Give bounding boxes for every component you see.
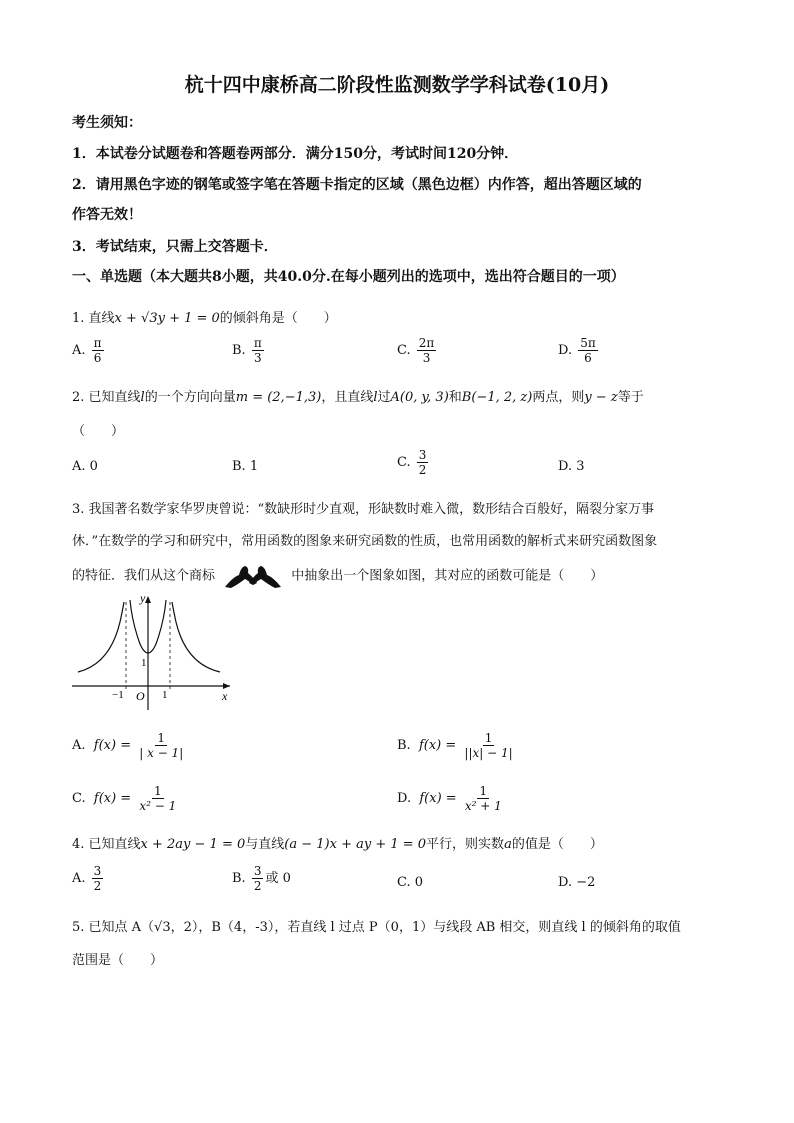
numerator: π bbox=[253, 336, 262, 350]
numerator: 1 bbox=[157, 731, 166, 745]
fraction bbox=[137, 784, 178, 813]
q4-text: 4. 已知直线 bbox=[72, 837, 141, 852]
option-label: C. bbox=[397, 455, 411, 470]
q2-option-c bbox=[397, 448, 430, 477]
denominator: 3 bbox=[253, 351, 262, 365]
notice-item-2-line1: 2．请用黑色字迹的钢笔或签字笔在答题卡指定的区域（黑色边框）内作答，超出答题区域的 bbox=[72, 177, 642, 193]
section-heading: 一、单选题（本大题共8小题，共40.0分.在每小题列出的选项中，选出符合题目的一项） bbox=[72, 269, 625, 285]
q4-option-c: C. 0 bbox=[397, 875, 424, 890]
q2-option-a: A. 0 bbox=[72, 459, 98, 474]
function-lhs: f(x) = bbox=[418, 738, 457, 753]
q3-option-b bbox=[397, 731, 517, 760]
q1-option-d bbox=[558, 336, 600, 365]
option-label: C. bbox=[72, 791, 86, 806]
q4-option-a bbox=[72, 864, 105, 893]
option-label: B. bbox=[397, 738, 411, 753]
q1-suffix: 的倾斜角是（ ） bbox=[219, 311, 337, 326]
numerator: 1 bbox=[484, 731, 493, 745]
option-label: A. bbox=[72, 871, 86, 886]
q2-text: 的一个方向向量 bbox=[144, 390, 236, 405]
notice-item-2-line2: 作答无效！ bbox=[72, 207, 142, 223]
option-label: C. bbox=[397, 343, 411, 358]
q2-text: 和 bbox=[448, 390, 462, 405]
q3-option-c bbox=[72, 784, 180, 813]
q4-equation-1: x + 2ay − 1 = 0 bbox=[140, 837, 246, 852]
page-title: 杭十四中康桥高二阶段性监测数学学科试卷(10月) bbox=[184, 74, 610, 96]
kappa-logo-image bbox=[223, 563, 283, 589]
fraction bbox=[92, 336, 104, 365]
denominator: 6 bbox=[93, 351, 102, 365]
q2-option-d: D. 3 bbox=[558, 459, 585, 474]
y-tick-label-1: 1 bbox=[141, 657, 147, 669]
notice-heading: 考生须知： bbox=[72, 115, 142, 131]
question-2-line1 bbox=[72, 386, 644, 405]
question-5-line2: 范围是（ ） bbox=[72, 953, 164, 968]
q2-text: ，且直线 bbox=[321, 390, 374, 405]
tick-label-pos1: 1 bbox=[162, 689, 168, 701]
origin-label: O bbox=[136, 689, 145, 703]
x-label: x bbox=[222, 689, 228, 703]
option-label: D. bbox=[558, 343, 573, 358]
question-3-line1: 3. 我国著名数学家华罗庚曾说：“数缺形时少直观，形缺数时难入微，数形结合百般好，隔裂分家万事 bbox=[72, 502, 655, 517]
denominator: x² + 1 bbox=[464, 799, 502, 813]
q4-option-b bbox=[232, 864, 291, 893]
q2-text: 过 bbox=[377, 390, 391, 405]
q3-option-a bbox=[72, 731, 187, 760]
numerator: 1 bbox=[479, 784, 488, 798]
question-3-line2: 休．”在数学的学习和研究中，常用函数的图象来研究函数的性质，也常用函数的解析式来研究函数图象 bbox=[72, 534, 658, 549]
denominator: 6 bbox=[584, 351, 592, 365]
q3-text: 中抽象出一个图象如图，其对应的函数可能是（ ） bbox=[291, 568, 604, 584]
q2-vector: m = (2,−1,3) bbox=[235, 390, 322, 405]
y-axis-arrow bbox=[145, 596, 151, 603]
q4-text: 与直线 bbox=[245, 837, 285, 852]
tick-label-neg1: −1 bbox=[112, 689, 124, 701]
fraction bbox=[252, 864, 264, 893]
q3-option-d bbox=[397, 784, 506, 813]
curve-right-branch bbox=[172, 602, 220, 672]
q4-variable-a: a bbox=[504, 837, 512, 852]
question-2-line2: （ ） bbox=[72, 424, 125, 439]
option-tail: 或 0 bbox=[265, 871, 291, 886]
q2-text: 两点，则 bbox=[532, 390, 585, 405]
fraction bbox=[463, 784, 504, 813]
denominator: x² − 1 bbox=[139, 799, 177, 813]
y-label: y bbox=[140, 592, 146, 605]
numerator: π bbox=[93, 336, 102, 350]
q1-prefix: 1. 直线 bbox=[72, 311, 115, 326]
denominator: ||x| − 1| bbox=[464, 746, 513, 760]
numerator: 1 bbox=[153, 784, 162, 798]
q2-option-b: B. 1 bbox=[232, 459, 259, 474]
numerator: 3 bbox=[93, 864, 102, 878]
fraction bbox=[417, 336, 437, 365]
fraction bbox=[578, 336, 598, 365]
denominator: 3 bbox=[422, 351, 431, 365]
q2-line-l: l bbox=[373, 390, 378, 405]
denominator: 2 bbox=[93, 879, 102, 893]
notice-item-3: 3．考试结束，只需上交答题卡． bbox=[72, 239, 278, 255]
q4-option-d: D. −2 bbox=[558, 875, 596, 890]
numerator: 3 bbox=[253, 864, 262, 878]
question-3-line3 bbox=[72, 563, 603, 589]
question-5-line1: 5. 已知点 A（√3，2），B（4，-3），若直线 l 过点 P（0，1）与线段 AB 相交，则直线 l 的倾斜角的取值 bbox=[72, 920, 681, 935]
numerator: 5π bbox=[580, 336, 596, 350]
notice-item-1: 1．本试卷分试题卷和答题卷两部分．满分150分，考试时间120分钟． bbox=[72, 146, 519, 162]
option-label: B. bbox=[232, 871, 246, 886]
option-label: A. bbox=[72, 343, 86, 358]
q2-line-l: l bbox=[140, 390, 145, 405]
q2-text: 2. 已知直线 bbox=[72, 390, 141, 405]
fraction bbox=[92, 864, 104, 893]
denominator: | x − 1| bbox=[139, 746, 184, 760]
q1-option-a bbox=[72, 336, 106, 365]
curve-left-branch bbox=[78, 602, 124, 672]
q1-option-b bbox=[232, 336, 266, 365]
fraction bbox=[252, 336, 264, 365]
q2-text: 等于 bbox=[617, 390, 644, 405]
fraction bbox=[417, 448, 429, 477]
question-1 bbox=[72, 307, 337, 326]
q1-option-c bbox=[397, 336, 438, 365]
fraction bbox=[137, 731, 185, 760]
option-label: D. bbox=[397, 791, 412, 806]
option-label: B. bbox=[232, 343, 246, 358]
fraction bbox=[462, 731, 514, 760]
q2-point-b: B(−1, 2, z) bbox=[461, 390, 533, 405]
function-graph bbox=[70, 592, 240, 712]
q2-point-a: A(0, y, 3) bbox=[390, 390, 449, 405]
option-label: A. bbox=[72, 738, 86, 753]
q3-text: 的特征．我们从这个商标 bbox=[72, 568, 216, 584]
q4-text: 的值是（ ） bbox=[511, 837, 603, 852]
function-lhs: f(x) = bbox=[93, 791, 132, 806]
question-4 bbox=[72, 833, 603, 852]
q2-expression: y − z bbox=[584, 390, 618, 405]
denominator: 2 bbox=[418, 463, 427, 477]
numerator: 3 bbox=[418, 448, 427, 462]
function-lhs: f(x) = bbox=[93, 738, 132, 753]
q1-equation: x + √3y + 1 = 0 bbox=[114, 311, 220, 326]
q4-equation-2: (a − 1)x + ay + 1 = 0 bbox=[284, 837, 427, 852]
function-lhs: f(x) = bbox=[419, 791, 457, 806]
numerator: 2π bbox=[418, 336, 435, 350]
denominator: 2 bbox=[253, 879, 262, 893]
q4-text: 平行，则实数 bbox=[426, 837, 505, 852]
